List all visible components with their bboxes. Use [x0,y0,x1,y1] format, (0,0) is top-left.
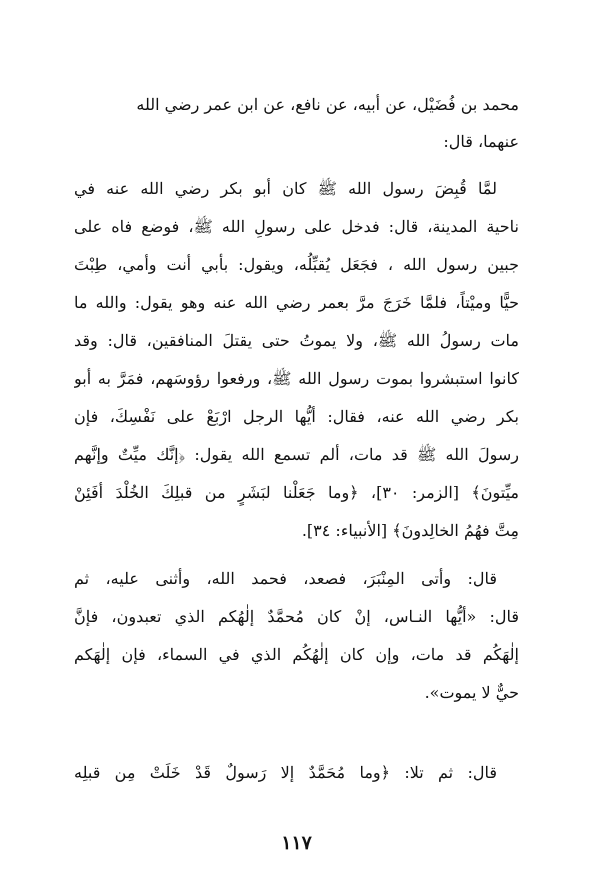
text-line: حيٌّ لا يموت». [424,683,519,702]
text-line: قال: وأتى المِنْبَرَ، فصعد، فحمد الله، وأثنى عليه، ثم [74,569,497,588]
text-line: رسولَ الله ﷺ قد مات، ألم تسمع الله يقول: ﴿إنَّك ميِّتٌ وإنَّهم [74,445,519,464]
text-line: ناحية المدينة، قال: فدخل على رسولِ الله ﷺ، فوضع فاه على [74,217,519,236]
text-line: محمد بن فُضَيْل، عن أبيه، عن نافع، عن ابن عمر رضي الله [136,95,519,114]
text-line: قال: «أيُّها النـاس، إنْ كان مُحمَّدٌ إلٰهُكم الذي تعبدون، فإنَّ [74,607,519,626]
page-number: ١١٧ [281,832,312,854]
text-line: لمَّا قُبِضَ رسول الله ﷺ كان أبو بكر رضي الله عنه في [74,179,497,198]
text-line: مِتَّ فهُمُ الخالِدونَ﴾ [الأنبياء: ٣٤]. [301,521,519,540]
text-line: ميِّتونَ﴾ [الزمر: ٣٠]، ﴿وما جَعَلْنا لبَشَرٍ من قبلِكَ الخُلْدَ أفَئِنْ [74,483,519,502]
text-line: عنهما، قال: [443,132,519,151]
text-line: كانوا استبشروا بموت رسول الله ﷺ، ورفعوا رؤوسَهم، فمَرَّ به أبو [74,369,519,388]
text-line: إلٰهَكُم قد مات، وإن كان إلٰهُكُم الذي في السماء، فإن إلٰهَكم [74,645,519,664]
text-line: جبين رسول الله ، فجَعَل يُقبِّلُه، ويقول: بأبي أنت وأمي، طِبْتَ [74,255,519,274]
text-line: مات رسولُ الله ﷺ، ولا يموتُ حتى يقتلَ المنافقين، قال: وقد [74,331,519,350]
text-line: بكر رضي الله عنه، فقال: أيُّها الرجل ارْبَعْ على نَفْسِكَ، فإن [74,407,519,426]
text-line: قال: ثم تلا: ﴿وما مُحَمَّدٌ إلا رَسولٌ قَدْ خَلَتْ مِن قبلِه [74,763,497,782]
text-line: حيًّا وميْتاً، فلمَّا خَرَجَ مرَّ بعمر رضي الله عنه وهو يقول: والله ما [74,293,519,312]
